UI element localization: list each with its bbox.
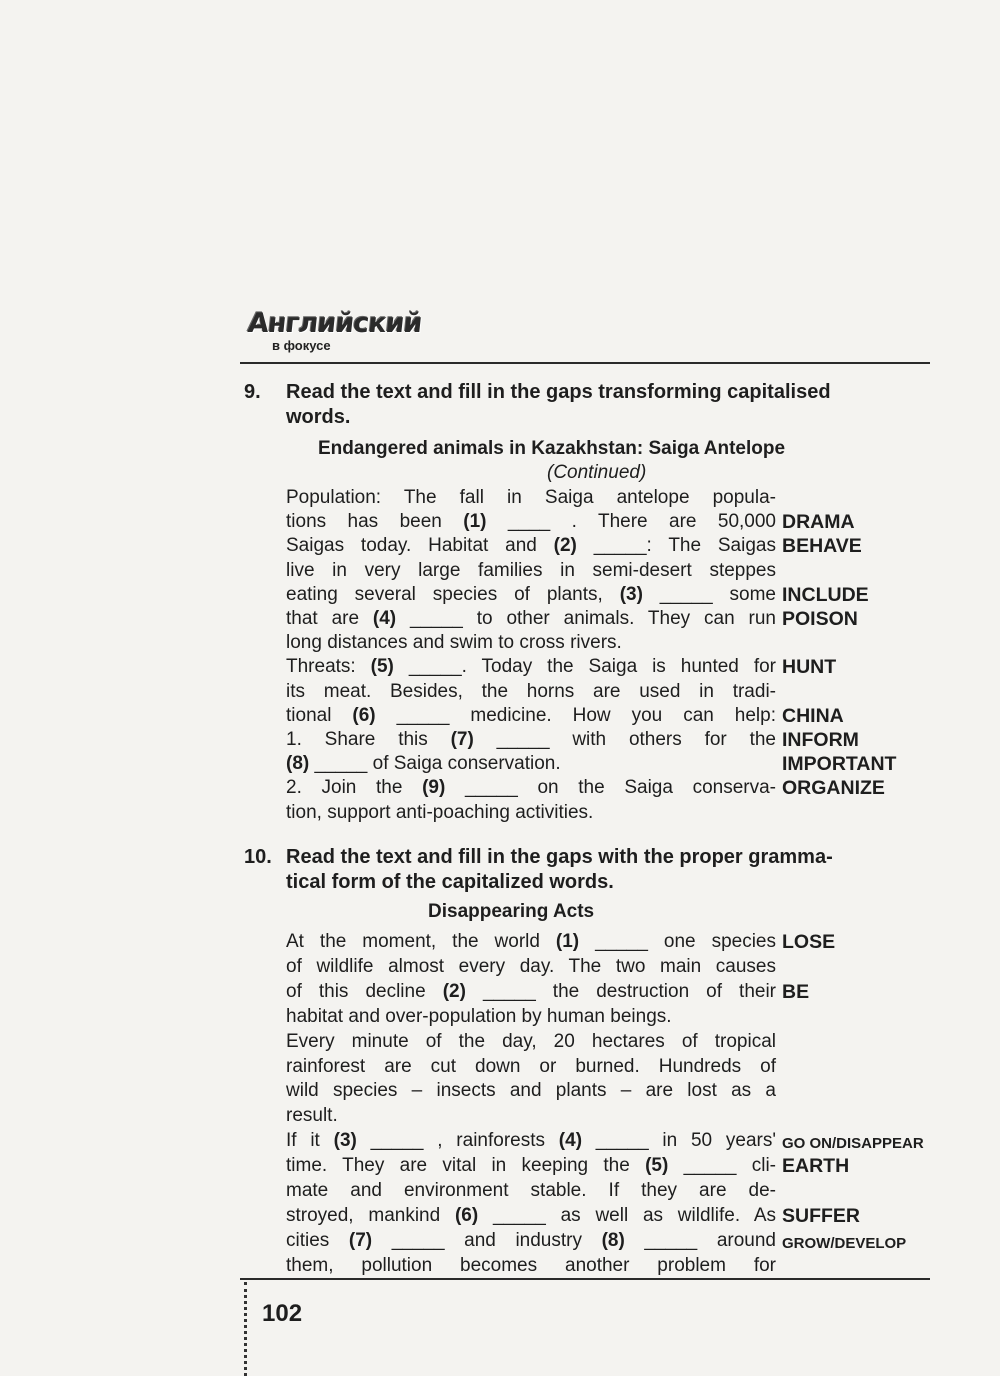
gap-number: (9) xyxy=(422,777,446,799)
exercise-9-number: 9. xyxy=(244,381,261,403)
text-line: of this decline (2) _____ the destruction of their xyxy=(286,980,777,1002)
text-line: that are (4) _____ to other animals. They can run xyxy=(286,608,776,629)
gap-number: (5) xyxy=(645,1155,669,1177)
keyword: GO ON/DISAPPEAR xyxy=(782,1135,924,1153)
exercise-9-title: Endangered animals in Kazakhstan: Saiga Antelope xyxy=(318,438,786,459)
publisher-logo xyxy=(246,308,424,358)
text-line: (8) _____ of Saiga conservation. xyxy=(286,753,561,775)
keyword: INCLUDE xyxy=(782,583,869,606)
text-line: Every minute of the day, 20 hectares of tropical xyxy=(286,1030,776,1052)
gap-number: (7) xyxy=(450,729,474,750)
exercise-10-number: 10. xyxy=(244,846,272,868)
page-number: 102 xyxy=(262,1300,303,1327)
keyword: LOSE xyxy=(782,931,836,953)
text-line: Threats: (5) _____. Today the Saiga is hunted for xyxy=(286,656,776,678)
text-line: cities (7) _____ and industry (8) _____ around xyxy=(286,1229,776,1251)
keyword: BE xyxy=(782,980,810,1003)
text-line: Saigas today. Habitat and (2) _____: The Saigas xyxy=(286,535,776,557)
text-line: mate and environment stable. If they are de- xyxy=(286,1180,776,1201)
gap-number: (8) xyxy=(286,753,310,775)
text-line: its meat. Besides, the horns are used in tradi- xyxy=(286,680,776,702)
gap-number: (1) xyxy=(555,931,580,952)
text-line: tional (6) _____ medicine. How you can help: xyxy=(286,704,776,726)
keyword: EARTH xyxy=(782,1155,850,1178)
text-line: eating several species of plants, (3) _____ some xyxy=(286,583,776,605)
text-line: Population: The fall in Saiga antelope popula- xyxy=(286,487,776,508)
gap-number: (5) xyxy=(370,656,394,678)
keyword: DRAMA xyxy=(782,511,855,534)
keyword: IMPORTANT xyxy=(782,753,897,776)
margin-dots xyxy=(244,1282,247,1376)
text-line: rainforest are cut down or burned. Hundreds of xyxy=(286,1055,776,1077)
text-line: time. They are vital in keeping the (5) _____ cli- xyxy=(286,1155,776,1177)
gap-number: (4) xyxy=(372,608,397,629)
exercise-10-title: Disappearing Acts xyxy=(428,901,595,922)
gap-number: (3) xyxy=(333,1130,357,1152)
text-line: result. xyxy=(286,1105,338,1127)
gap-number: (2) xyxy=(442,980,466,1002)
exercise-9-instruction-1: Read the text and fill in the gaps transforming capitalised xyxy=(286,381,831,403)
gap-number: (1) xyxy=(463,511,487,533)
footer-rule xyxy=(240,1278,930,1280)
text-line: live in very large families in semi-desert steppes xyxy=(286,559,776,581)
gap-number: (6) xyxy=(454,1204,479,1226)
keyword: SUFFER xyxy=(782,1204,860,1227)
gap-number: (4) xyxy=(558,1130,583,1152)
exercise-10-instruction-2: tical form of the capitalized words. xyxy=(286,871,614,893)
text-line: them, pollution becomes another problem for xyxy=(286,1254,776,1276)
logo-main-text: Английский xyxy=(246,308,424,339)
gap-number: (8) xyxy=(601,1229,625,1251)
text-line: 1. Share this (7) _____ with others for the xyxy=(286,729,776,750)
gap-number: (2) xyxy=(553,535,577,557)
header-rule xyxy=(240,362,930,364)
keyword: ORGANIZE xyxy=(782,777,885,800)
text-line: tion, support anti-poaching activities. xyxy=(286,801,594,823)
gap-number: (7) xyxy=(348,1229,373,1251)
gap-number: (6) xyxy=(352,704,376,726)
text-line: At the moment, the world (1) _____ one species xyxy=(286,931,776,952)
text-line: of wildlife almost every day. The two main causes xyxy=(286,955,776,977)
text-line: 2. Join the (9) _____ on the Saiga conserva- xyxy=(286,777,777,799)
text-line: If it (3) _____ , rainforests (4) _____ in 50 years' xyxy=(286,1130,776,1152)
keyword: HUNT xyxy=(782,656,837,679)
exercise-9-instruction-2: words. xyxy=(286,406,351,428)
text-line: tions has been (1) ____ . There are 50,000 xyxy=(286,511,776,533)
text-line: stroyed, mankind (6) _____ as well as wildlife. As xyxy=(286,1204,776,1226)
text-line: long distances and swim to cross rivers. xyxy=(286,632,622,654)
text-line: wild species – insects and plants – are lost as a xyxy=(286,1080,776,1102)
logo-sub-text: в фокусе xyxy=(272,338,331,353)
keyword: BEHAVE xyxy=(782,535,862,558)
keyword: INFORM xyxy=(782,729,859,751)
gap-number: (3) xyxy=(619,583,643,605)
exercise-10-instruction-1: Read the text and fill in the gaps with the proper gramma- xyxy=(286,846,833,868)
keyword: POISON xyxy=(782,608,858,630)
keyword: GROW/DEVELOP xyxy=(782,1234,907,1252)
keyword: CHINA xyxy=(782,704,844,727)
exercise-9-subtitle: (Continued) xyxy=(547,462,647,483)
text-line: habitat and over-population by human beings. xyxy=(286,1005,672,1027)
